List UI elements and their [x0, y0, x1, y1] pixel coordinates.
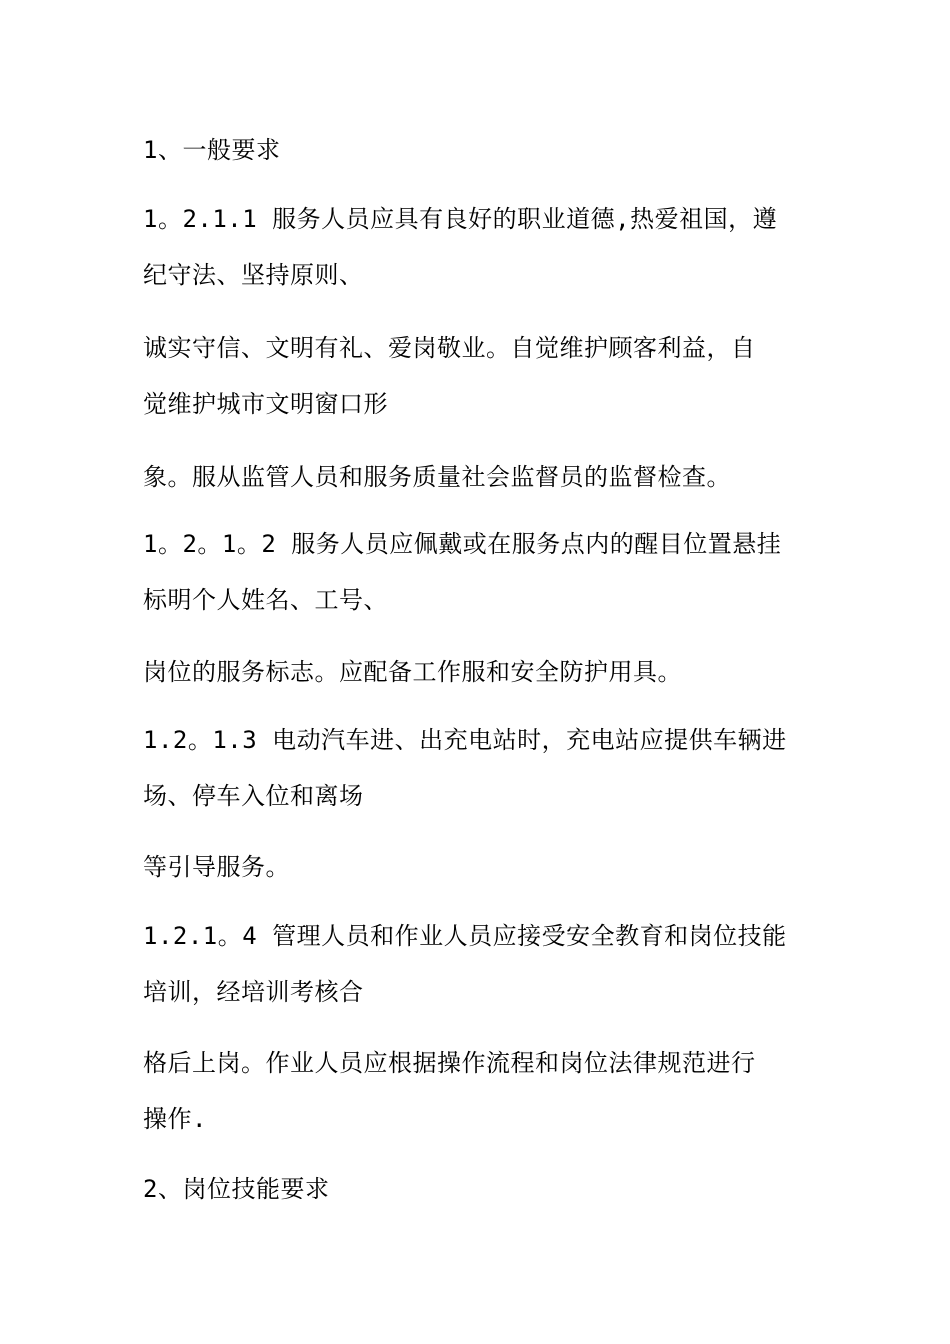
paragraph-line: 1.2。1.3 电动汽车进、出充电站时，充电站应提供车辆进	[143, 726, 787, 754]
paragraph-line: 格后上岗。作业人员应根据操作流程和岗位法律规范进行	[143, 1049, 756, 1077]
paragraph-continuation-4	[143, 839, 823, 895]
paragraph-continuation-3	[143, 644, 823, 700]
heading-text: 1、一般要求	[143, 136, 281, 164]
paragraph-1-2-1-1	[143, 191, 823, 303]
paragraph-continuation-2	[143, 449, 823, 505]
paragraph-line: 岗位的服务标志。应配备工作服和安全防护用具。	[143, 658, 682, 686]
paragraph-1-2-1-4	[143, 908, 823, 1020]
paragraph-line: 1。2.1.1 服务人员应具有良好的职业道德,热爱祖国，遵	[143, 205, 778, 233]
heading-post-skill-requirements	[143, 1161, 823, 1217]
paragraph-line: 操作.	[143, 1105, 207, 1133]
heading-text: 2、岗位技能要求	[143, 1175, 330, 1203]
paragraph-line: 等引导服务。	[143, 853, 290, 881]
paragraph-1-2-1-2	[143, 516, 823, 628]
paragraph-line: 象。服从监管人员和服务质量社会监督员的监督检查。	[143, 463, 731, 491]
paragraph-line: 标明个人姓名、工号、	[143, 586, 388, 614]
heading-general-requirements	[143, 122, 823, 178]
paragraph-continuation-1	[143, 320, 823, 432]
paragraph-continuation-5	[143, 1035, 823, 1147]
paragraph-line: 1.2.1。4 管理人员和作业人员应接受安全教育和岗位技能	[143, 922, 787, 950]
paragraph-line: 纪守法、坚持原则、	[143, 261, 364, 289]
paragraph-line: 觉维护城市文明窗口形	[143, 390, 388, 418]
paragraph-line: 诚实守信、文明有礼、爱岗敬业。自觉维护顾客利益，自	[143, 334, 756, 362]
paragraph-line: 1。2。1。2 服务人员应佩戴或在服务点内的醒目位置悬挂	[143, 530, 782, 558]
paragraph-line: 场、停车入位和离场	[143, 782, 364, 810]
paragraph-1-2-1-3	[143, 712, 823, 824]
paragraph-line: 培训，经培训考核合	[143, 978, 364, 1006]
